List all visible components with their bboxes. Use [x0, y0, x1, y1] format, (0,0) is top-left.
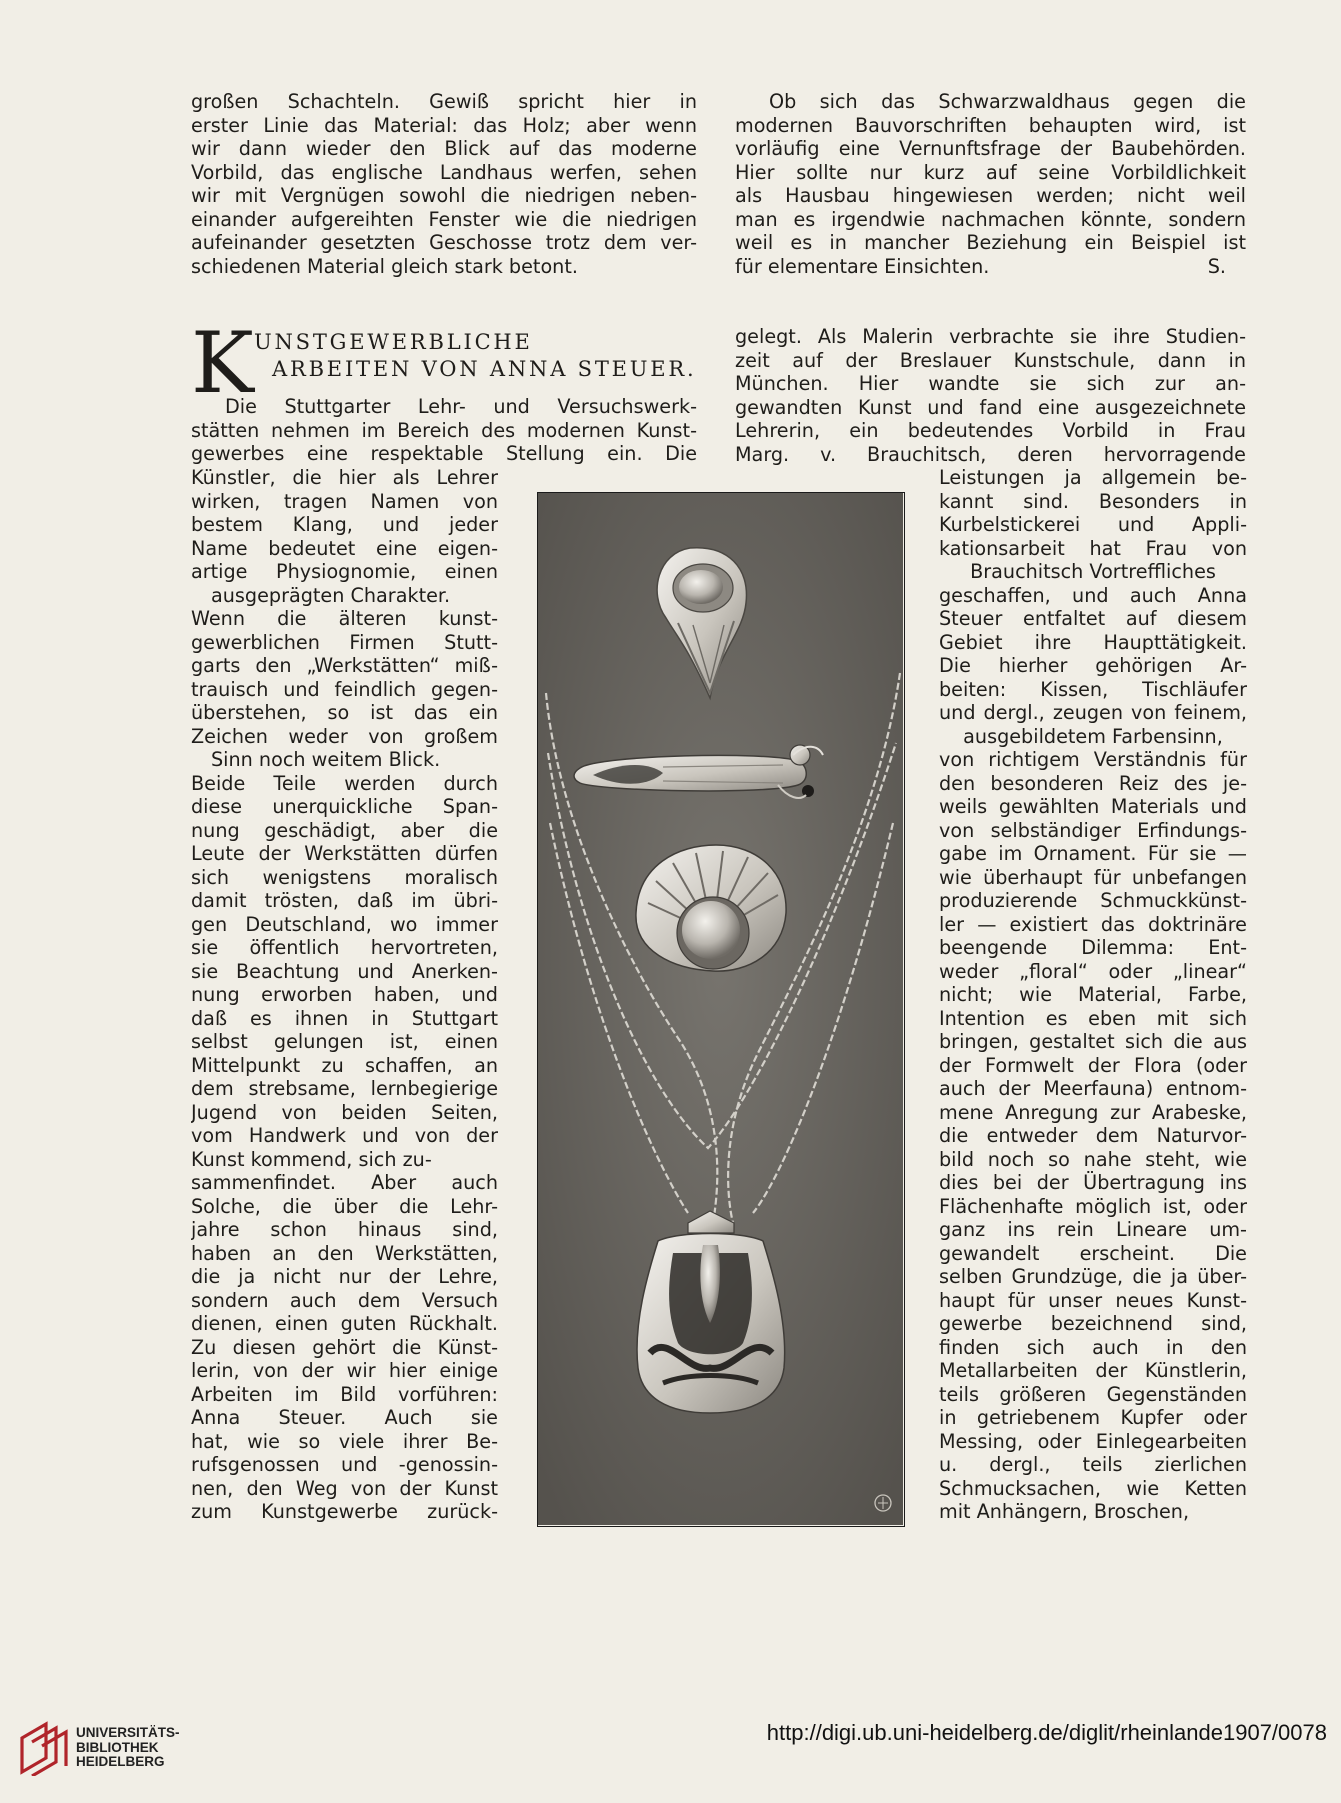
text-line: selben Grundzüge, die ja über- — [939, 1265, 1247, 1288]
text-line: gabe im Ornament. Für sie — — [939, 842, 1247, 865]
text-line: kannt sind. Besonders in — [939, 489, 1247, 513]
right-column-text — [939, 466, 1247, 1524]
text-line: trauisch und feindlich gegen- — [191, 677, 498, 701]
library-name — [76, 1726, 180, 1770]
text-line-main: für elementare Einsichten. — [735, 254, 990, 278]
source-url-link[interactable]: http://digi.ub.uni-heidelberg.de/diglit/rheinlande1907/0078 — [766, 1720, 1327, 1745]
text-line: der Formwelt der Flora (oder — [939, 1053, 1247, 1077]
top-left-column — [191, 90, 697, 278]
text-line: haupt für unser neues Kunst- — [939, 1288, 1247, 1312]
text-line: Schmucksachen, wie Ketten — [939, 1476, 1247, 1500]
jewelry-photograph — [537, 492, 905, 1527]
text-line: Messing, oder Einlegearbeiten — [939, 1429, 1247, 1453]
brooch-shell — [636, 845, 786, 971]
library-name-line: HEIDELBERG — [76, 1754, 165, 1769]
text-line: gewerblichen Firmen Stutt- — [191, 630, 498, 654]
text-line: Leute der Werkstätten dürfen — [191, 842, 498, 865]
text-line: ganz ins rein Lineare um- — [939, 1218, 1247, 1241]
text-line: nung geschädigt, aber die — [191, 818, 498, 842]
heading-line-1: UNSTGEWERBLICHE — [254, 330, 533, 354]
digitization-footer — [0, 1700, 1341, 1803]
text-line: Ob sich das Schwarzwaldhaus gegen die — [769, 90, 1246, 113]
text-line: aufeinander gesetzten Geschosse trotz dem ver- — [191, 231, 697, 254]
text-line: Zeichen weder von großem — [191, 724, 498, 748]
left-column-text — [191, 466, 498, 1524]
text-line: überstehen, so ist das ein — [191, 701, 498, 724]
text-line: hat, wie so viele ihrer Be- — [191, 1429, 498, 1453]
text-line: weder „floral“ oder „linear“ — [939, 959, 1247, 983]
text-line: nung erworben haben, und — [191, 983, 498, 1006]
text-line: einander aufgereihten Fenster wie die niedrigen — [191, 207, 697, 231]
text-line: sie öffentlich hervortreten, — [191, 936, 498, 959]
text-line: sondern auch dem Versuch — [191, 1288, 498, 1312]
text-line: Intention es eben mit sich — [939, 1006, 1247, 1030]
text-line: und dergl., zeugen von feinem, — [939, 701, 1247, 724]
text-line: Gebiet ihre Haupttätigkeit. — [939, 630, 1247, 654]
text-line: Steuer entfaltet auf diesem — [939, 607, 1247, 630]
text-line: haben an den Werkstätten, — [191, 1241, 498, 1265]
text-line: dienen, einen guten Rückhalt. — [191, 1312, 498, 1335]
text-line: Flächenhafte möglich ist, oder — [939, 1194, 1247, 1218]
text-line: in getriebenem Kupfer oder — [939, 1406, 1247, 1429]
text-line: dem strebsame, lernbegierige — [191, 1077, 498, 1100]
library-name-line: UNIVERSITÄTS- — [76, 1725, 180, 1740]
text-line: München. Hier wandte sie sich zur an- — [735, 372, 1246, 395]
intro-paragraph — [191, 395, 697, 466]
pendant — [637, 1211, 785, 1413]
text-line: Solche, die über die Lehr- — [191, 1194, 498, 1218]
drop-cap: K — [191, 314, 254, 412]
text-line: zeit auf der Breslauer Kunstschule, dann in — [735, 348, 1246, 372]
author-signature: S. — [1207, 254, 1226, 278]
text-line: sie Beachtung und Anerken- — [191, 959, 498, 983]
text-line: Zu diesen gehört die Künst- — [191, 1335, 498, 1359]
library-name-line: BIBLIOTHEK — [76, 1739, 159, 1755]
text-line: ler — existiert das doktrinäre — [939, 912, 1247, 936]
text-line: Name bedeutet eine eigen- — [191, 536, 498, 560]
text-line: man es irgendwie nachmachen könnte, sondern — [735, 207, 1246, 231]
text-line: nen, den Weg von der Kunst — [191, 1476, 498, 1500]
text-line: zum Kunstgewerbe zurück- — [191, 1500, 498, 1523]
text-line: Jugend von beiden Seiten, — [191, 1100, 498, 1124]
text-line: bringen, gestaltet sich die aus — [939, 1030, 1247, 1053]
text-line: Leistungen ja allgemein be- — [939, 466, 1247, 489]
heading-line-2: ARBEITEN VON ANNA STEUER. — [272, 357, 697, 381]
text-line: ausgeprägten Charakter. — [211, 583, 451, 607]
text-line: auch der Meerfauna) entnom- — [939, 1077, 1247, 1100]
text-line: gewandelt erscheint. Die — [939, 1241, 1247, 1265]
text-line: teils größeren Gegenständen — [939, 1382, 1247, 1406]
text-line: Arbeiten im Bild vorführen: — [191, 1382, 498, 1406]
text-line: Die Stuttgarter Lehr- und Versuchswerk- — [225, 395, 697, 418]
text-line: erster Linie das Material: das Holz; aber wenn — [191, 113, 697, 137]
text-line: gewandten Kunst und fand eine ausgezeichnete — [735, 395, 1246, 419]
text-line: vorläufig eine Vernunftsfrage der Baubehörden. — [735, 137, 1246, 160]
text-line: den besonderen Reiz des je- — [939, 771, 1247, 795]
text-line: gen Deutschland, wo immer — [191, 912, 498, 936]
text-line — [735, 255, 1246, 279]
text-line: sammenfindet. Aber auch — [191, 1171, 498, 1194]
text-line: schiedenen Material gleich stark betont. — [191, 254, 578, 278]
text-line: beengende Dilemma: Ent- — [939, 936, 1247, 959]
text-line: nicht; wie Material, Farbe, — [939, 983, 1247, 1006]
text-line: diese unerquickliche Span- — [191, 795, 498, 818]
text-line: Kunst kommend, sich zu- — [191, 1147, 432, 1171]
text-line: Hier sollte nur kurz auf seine Vorbildlichkeit — [735, 160, 1246, 184]
text-line: als Hausbau hingewiesen werden; nicht weil — [735, 184, 1246, 207]
text-line: geschaffen, und auch Anna — [939, 583, 1247, 607]
text-line: produzierende Schmuckkünst- — [939, 889, 1247, 912]
text-line: beiten: Kissen, Tischläufer — [939, 677, 1247, 701]
text-line: gelegt. Als Malerin verbrachte sie ihre Studien- — [735, 325, 1246, 348]
right-column-top-text — [735, 325, 1246, 466]
text-line: Beide Teile werden durch — [191, 771, 498, 795]
text-line: bild noch so nahe steht, wie — [939, 1147, 1247, 1171]
top-right-column — [735, 90, 1246, 278]
text-line: modernen Bauvorschriften behaupten wird, ist — [735, 113, 1246, 137]
text-line: ausgebildetem Farbensinn, — [963, 724, 1223, 748]
text-line: jahre schon hinaus sind, — [191, 1218, 498, 1241]
text-line: wir mit Vergnügen sowohl die niedrigen neben- — [191, 184, 697, 207]
text-line: finden sich auch in den — [939, 1335, 1247, 1359]
text-line: u. dergl., teils zierlichen — [939, 1453, 1247, 1476]
text-line: mit Anhängern, Broschen, — [939, 1500, 1190, 1523]
text-line: weil es in mancher Beziehung ein Beispiel ist — [735, 231, 1246, 254]
text-line: von richtigem Verständnis für — [939, 748, 1247, 771]
text-line: Metallarbeiten der Künstlerin, — [939, 1359, 1247, 1382]
text-line: gewerbes eine respektable Stellung ein. Die — [191, 442, 697, 465]
text-line: von selbständiger Erfindungs- — [939, 818, 1247, 842]
text-line: artige Physiognomie, einen — [191, 560, 498, 583]
text-line: Sinn noch weitem Blick. — [211, 748, 441, 771]
text-line: Lehrerin, ein bedeutendes Vorbild in Frau — [735, 419, 1246, 442]
text-line: Kurbelstickerei und Appli- — [939, 513, 1247, 536]
text-line: dies bei der Übertragung ins — [939, 1171, 1247, 1194]
text-line: stätten nehmen im Bereich des modernen Kunst- — [191, 418, 697, 442]
text-line: vom Handwerk und von der — [191, 1124, 498, 1147]
library-logo-icon — [16, 1718, 68, 1776]
text-line: rufsgenossen und -genossin- — [191, 1453, 498, 1476]
text-line: wirken, tragen Namen von — [191, 489, 498, 513]
text-line: bestem Klang, und jeder — [191, 513, 498, 536]
text-line: großen Schachteln. Gewiß spricht hier in — [191, 90, 697, 113]
text-line: sich wenigstens moralisch — [191, 865, 498, 889]
text-line: selbst gelungen ist, einen — [191, 1030, 498, 1053]
text-line: Brauchitsch Vortreffliches — [970, 560, 1216, 583]
text-line: Vorbild, das englische Landhaus werfen, sehen — [191, 160, 697, 184]
text-line: weils gewählten Materials und — [939, 795, 1247, 818]
text-line: kationsarbeit hat Frau von — [939, 536, 1247, 560]
text-line: Die hierher gehörigen Ar- — [939, 654, 1247, 677]
text-line: daß es ihnen in Stuttgart — [191, 1006, 498, 1030]
text-line: die ja nicht nur der Lehre, — [191, 1265, 498, 1288]
text-line: Mittelpunkt zu schaffen, an — [191, 1053, 498, 1077]
text-line: Künstler, die hier als Lehrer — [191, 466, 498, 489]
text-line: Marg. v. Brauchitsch, deren hervorragende — [735, 442, 1246, 466]
text-line: gewerbe bezeichnend sind, — [939, 1312, 1247, 1335]
text-line: mene Anregung zur Arabeske, — [939, 1100, 1247, 1124]
text-line: Wenn die älteren kunst- — [191, 607, 498, 630]
text-line: damit trösten, daß im übri- — [191, 889, 498, 912]
text-line: lerin, von der wir hier einige — [191, 1359, 498, 1382]
text-line: garts den „Werkstätten“ miß- — [191, 654, 498, 677]
text-line: wie überhaupt für unbefangen — [939, 865, 1247, 889]
text-line: die entweder dem Naturvor- — [939, 1124, 1247, 1147]
text-line: wir dann wieder den Blick auf das moderne — [191, 137, 697, 160]
text-line: Anna Steuer. Auch sie — [191, 1406, 498, 1429]
